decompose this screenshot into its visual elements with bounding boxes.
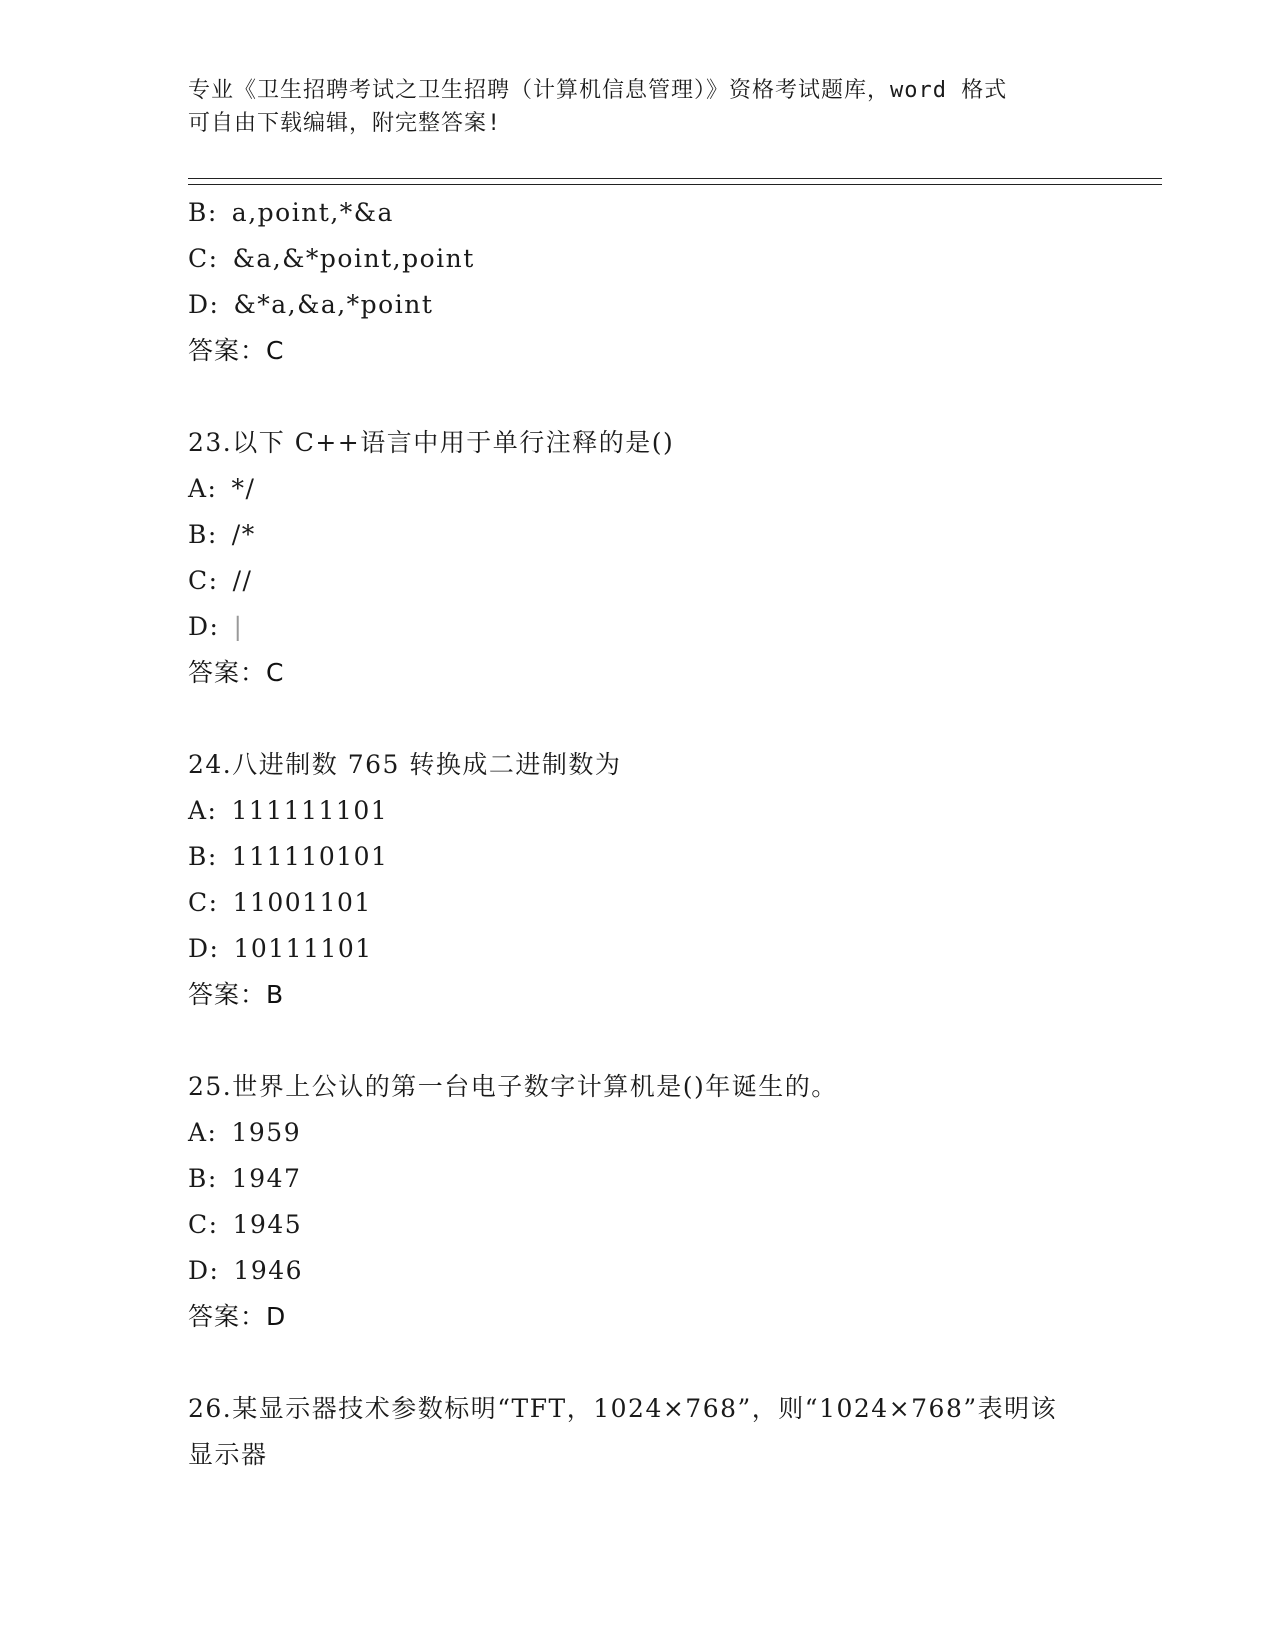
header-line-1: 专业《卫生招聘考试之卫生招聘（计算机信息管理）》资格考试题库，word 格式 — [188, 78, 1008, 103]
option-a: A: 111111101 — [188, 796, 389, 825]
question-stem: 23.以下 C++语言中用于单行注释的是() — [188, 428, 675, 457]
answer: 答案：C — [188, 336, 285, 365]
option-b: B: 111110101 — [188, 842, 389, 871]
option-c: C: 1945 — [188, 1210, 303, 1239]
header-divider-bottom — [188, 184, 1162, 185]
answer: 答案：C — [188, 658, 285, 687]
option-d: D: | — [188, 612, 244, 641]
header-line-2: 可自由下载编辑，附完整答案! — [188, 111, 502, 136]
question-23 — [188, 420, 1088, 696]
question-25 — [188, 1064, 1088, 1340]
question-list — [188, 190, 1088, 1478]
option-b: B: 1947 — [188, 1164, 302, 1193]
option-b: B: /* — [188, 520, 256, 549]
option-d: D: 1946 — [188, 1256, 304, 1285]
option-c: C: 11001101 — [188, 888, 372, 917]
option-b: B: a,point,*&a — [188, 198, 394, 227]
option-c: C: &a,&*point,point — [188, 244, 475, 273]
document-header — [188, 74, 1088, 140]
option-d: D: 10111101 — [188, 934, 373, 963]
question-stem: 24.八进制数 765 转换成二进制数为 — [188, 750, 622, 779]
answer: 答案：B — [188, 980, 285, 1009]
question-24 — [188, 742, 1088, 1018]
question-partial — [188, 190, 1088, 374]
question-26 — [188, 1386, 1088, 1478]
question-stem: 25.世界上公认的第一台电子数字计算机是()年诞生的。 — [188, 1072, 838, 1101]
option-a: A: */ — [188, 474, 256, 503]
option-a: A: 1959 — [188, 1118, 302, 1147]
option-c: C: // — [188, 566, 253, 595]
question-stem: 26.某显示器技术参数标明“TFT，1024×768”，则“1024×768”表明该显示器 — [188, 1394, 1058, 1469]
option-d: D: &*a,&a,*point — [188, 290, 434, 319]
header-divider-top — [188, 178, 1162, 179]
answer: 答案：D — [188, 1302, 287, 1331]
